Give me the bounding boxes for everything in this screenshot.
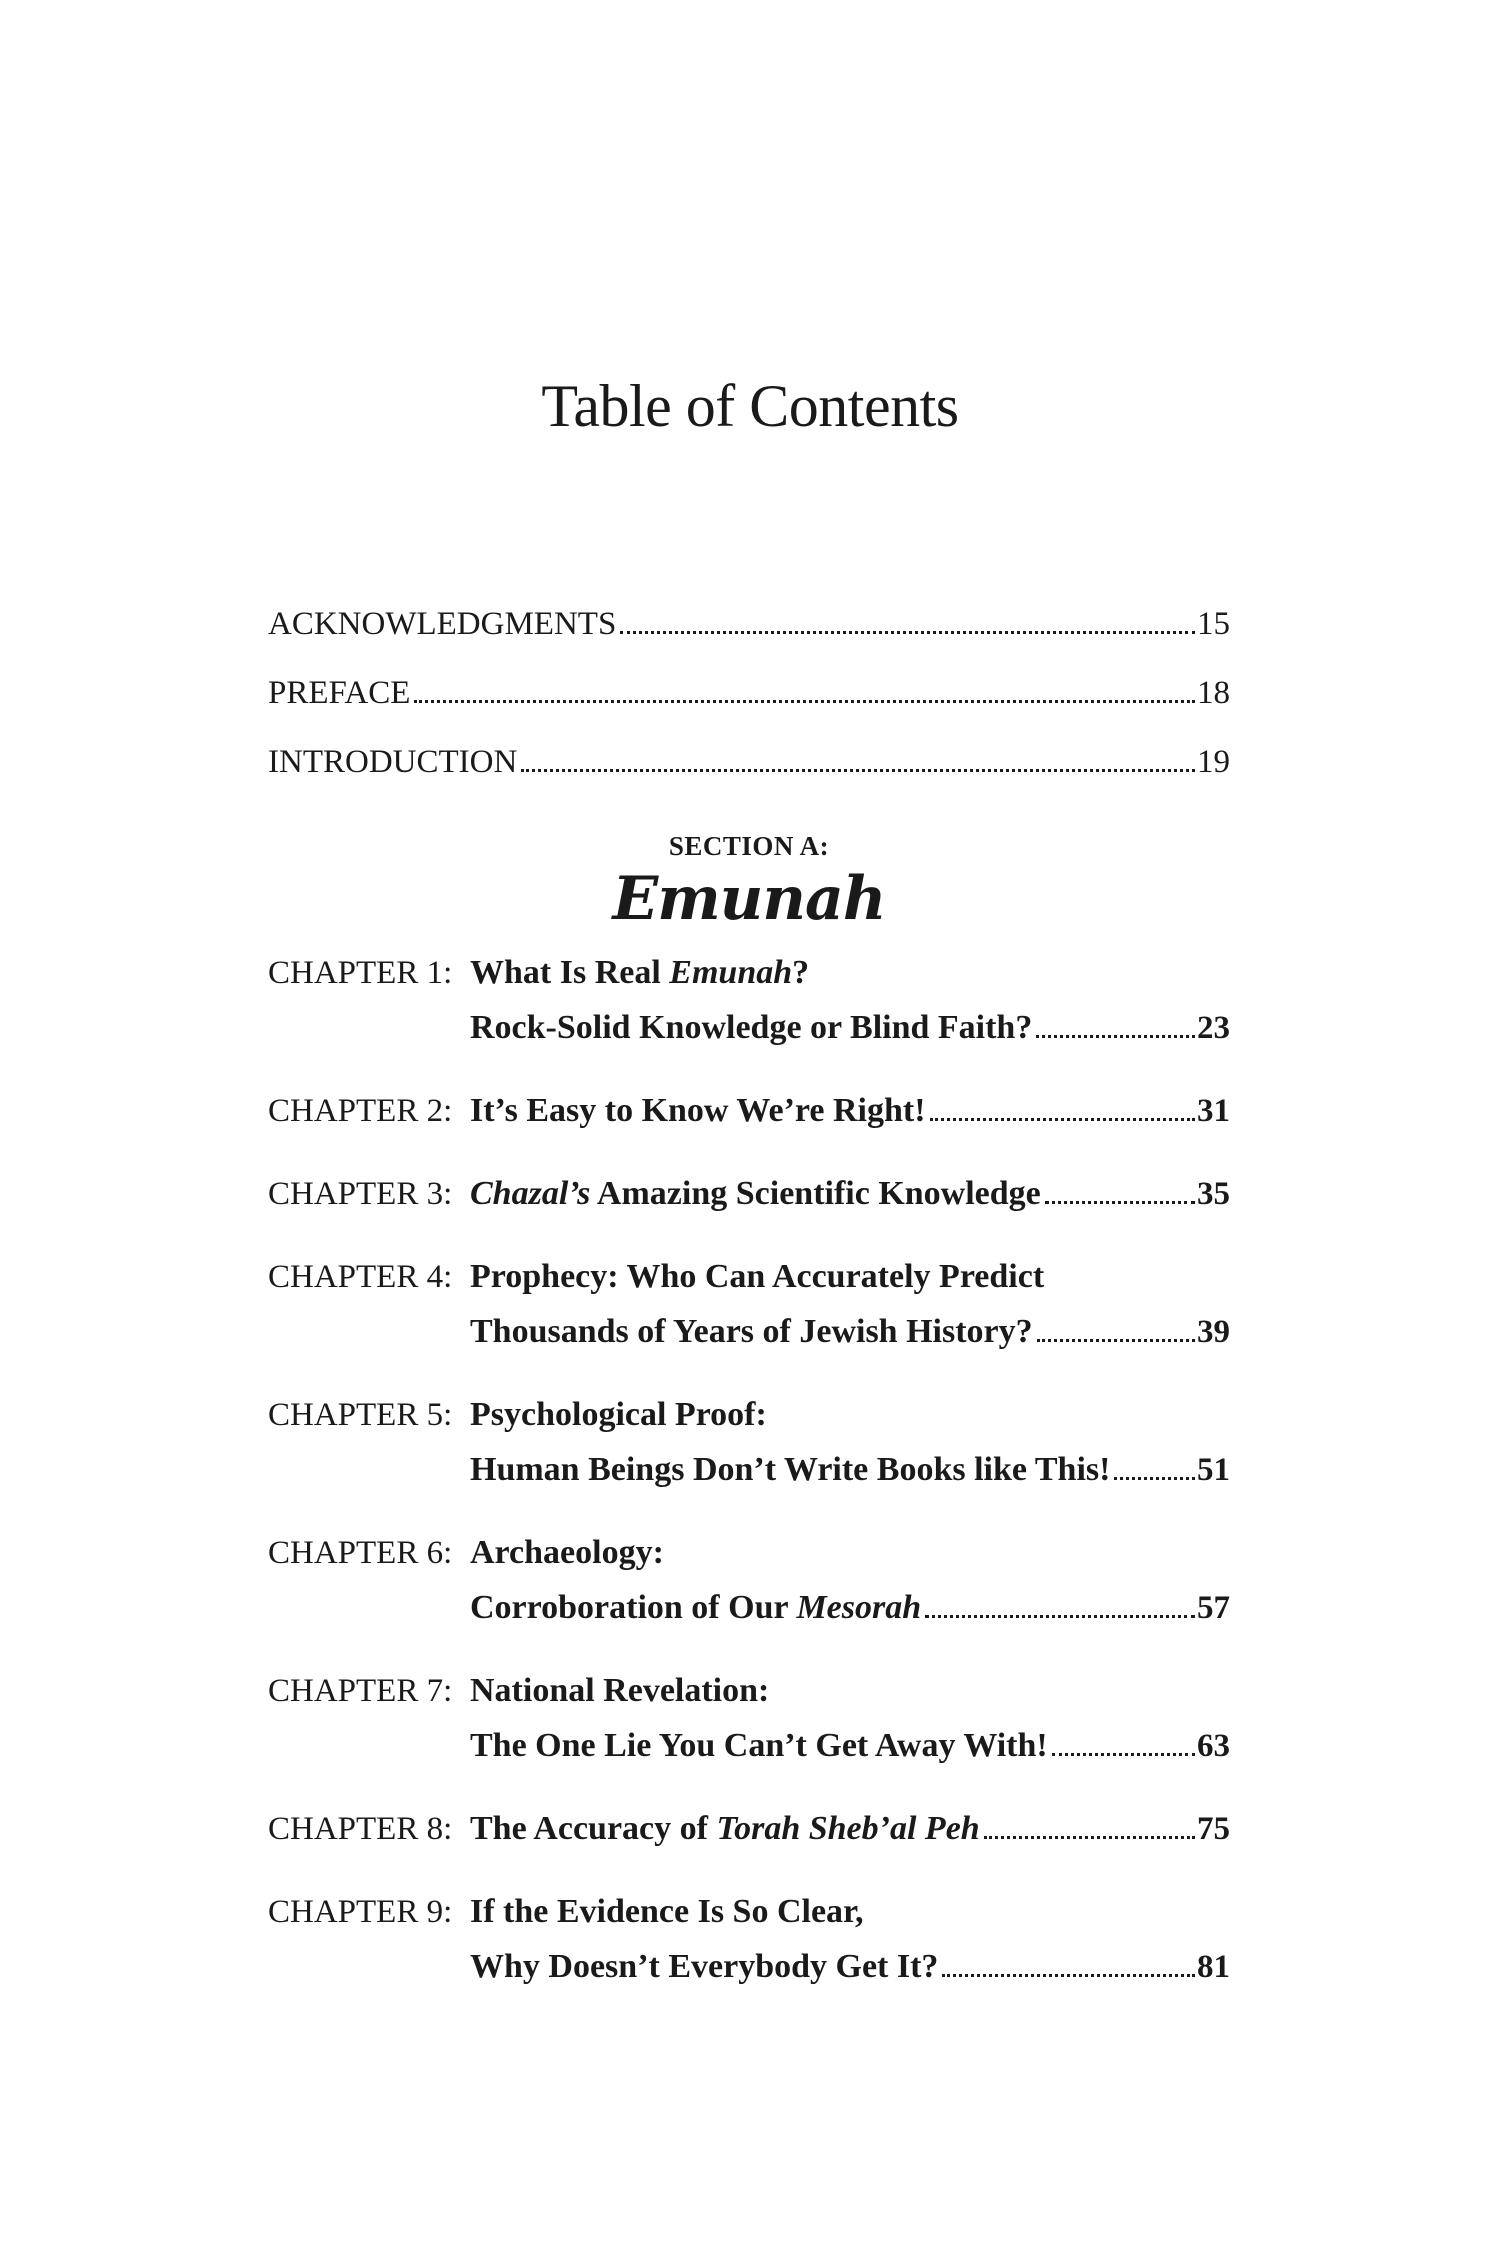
chapter-title xyxy=(470,1175,1041,1213)
dot-leader xyxy=(984,1836,1195,1839)
entry-label: PREFACE xyxy=(268,675,411,711)
chapter-line xyxy=(268,1092,1230,1147)
entry-page-number: 19 xyxy=(1197,744,1230,780)
chapter-title xyxy=(470,1727,1048,1765)
chapter-line xyxy=(268,1589,1230,1644)
chapter-title xyxy=(470,1009,1032,1047)
chapter-entry[interactable] xyxy=(268,1893,1230,2031)
chapter-title-segment: Chazal’s xyxy=(470,1175,591,1212)
chapter-number: CHAPTER 5: xyxy=(268,1397,453,1433)
dot-leader xyxy=(1045,1201,1195,1204)
chapter-title-segment: Psychological Proof: xyxy=(470,1396,767,1433)
section-name: Emunah xyxy=(612,864,886,934)
chapter-title xyxy=(470,1092,926,1130)
chapter-title-segment: Why Doesn’t Everybody Get It? xyxy=(470,1948,939,1985)
chapter-line xyxy=(268,1258,1230,1313)
chapter-number: CHAPTER 9: xyxy=(268,1894,453,1930)
chapter-number: CHAPTER 1: xyxy=(268,955,453,991)
chapter-title-segment: Archaeology: xyxy=(470,1534,664,1571)
chapter-title xyxy=(470,1893,864,1931)
chapter-entry[interactable] xyxy=(268,954,1230,1092)
chapter-entry[interactable] xyxy=(268,1175,1230,1258)
chapter-title xyxy=(470,1313,1033,1351)
chapter-page-number: 35 xyxy=(1197,1176,1230,1212)
chapter-title-segment: It’s Easy to Know We’re Right! xyxy=(470,1092,926,1129)
chapter-title-segment: ? xyxy=(792,954,810,991)
chapter-entry[interactable] xyxy=(268,1810,1230,1893)
dot-leader xyxy=(930,1118,1195,1121)
page-title: Table of Contents xyxy=(541,373,959,439)
chapter-line xyxy=(268,1175,1230,1230)
chapter-title-segment: The Accuracy of xyxy=(470,1810,717,1847)
entry-page-number: 18 xyxy=(1197,675,1230,711)
chapter-title xyxy=(470,1948,938,1986)
dot-leader xyxy=(620,631,1195,634)
chapter-title-segment: Prophecy: Who Can Accurately Predict xyxy=(470,1258,1045,1295)
chapter-page-number: 31 xyxy=(1197,1093,1230,1129)
chapter-page-number: 57 xyxy=(1197,1590,1230,1626)
dot-leader xyxy=(414,700,1195,703)
toc-entry[interactable] xyxy=(268,744,1230,813)
chapter-line xyxy=(268,954,1230,1009)
chapter-page-number: 39 xyxy=(1197,1314,1230,1350)
chapter-title xyxy=(470,1396,767,1434)
chapter-number: CHAPTER 6: xyxy=(268,1535,453,1571)
chapter-number: CHAPTER 8: xyxy=(268,1811,453,1847)
chapter-line xyxy=(268,1534,1230,1589)
section-heading xyxy=(268,831,1230,934)
chapter-title-segment: If the Evidence Is So Clear, xyxy=(470,1893,864,1930)
chapter-entry[interactable] xyxy=(268,1258,1230,1396)
chapter-entry[interactable] xyxy=(268,1092,1230,1175)
toc-entry[interactable] xyxy=(268,675,1230,744)
dot-leader xyxy=(1036,1035,1195,1038)
chapter-list xyxy=(268,954,1230,2031)
chapter-title xyxy=(470,1534,664,1572)
chapter-entry[interactable] xyxy=(268,1672,1230,1810)
entry-page-number: 15 xyxy=(1197,606,1230,642)
chapter-title-segment: Amazing Scientific Knowledge xyxy=(590,1175,1041,1212)
chapter-line xyxy=(268,1810,1230,1865)
chapter-line xyxy=(268,1451,1230,1506)
chapter-title-segment: Thousands of Years of Jewish History? xyxy=(470,1313,1033,1350)
chapter-title xyxy=(470,1451,1110,1489)
entry-label: INTRODUCTION xyxy=(268,744,518,780)
chapter-line xyxy=(268,1672,1230,1727)
dot-leader xyxy=(1052,1753,1195,1756)
chapter-entry[interactable] xyxy=(268,1396,1230,1534)
dot-leader xyxy=(942,1974,1195,1977)
chapter-line xyxy=(268,1313,1230,1368)
dot-leader xyxy=(521,769,1195,772)
chapter-title-segment: Rock-Solid Knowledge or Blind Faith? xyxy=(470,1009,1033,1046)
chapter-title-segment: Corroboration of Our xyxy=(470,1589,797,1626)
chapter-title-segment: Human Beings Don’t Write Books like This! xyxy=(470,1451,1111,1488)
chapter-page-number: 75 xyxy=(1197,1811,1230,1847)
chapter-number: CHAPTER 3: xyxy=(268,1176,453,1212)
chapter-page-number: 23 xyxy=(1197,1010,1230,1046)
section-label: SECTION A: xyxy=(668,831,830,861)
chapter-number: CHAPTER 4: xyxy=(268,1259,453,1295)
chapter-line xyxy=(268,1727,1230,1782)
chapter-title-segment: The One Lie You Can’t Get Away With! xyxy=(470,1727,1048,1764)
dot-leader xyxy=(1037,1339,1195,1342)
dot-leader xyxy=(1114,1477,1195,1480)
chapter-line xyxy=(268,1893,1230,1948)
chapter-page-number: 51 xyxy=(1197,1452,1230,1488)
chapter-entry[interactable] xyxy=(268,1534,1230,1672)
chapter-title xyxy=(470,954,809,992)
chapter-line xyxy=(268,1009,1230,1064)
chapter-page-number: 63 xyxy=(1197,1728,1230,1764)
toc-entry[interactable] xyxy=(268,606,1230,675)
chapter-line xyxy=(268,1948,1230,2003)
chapter-title xyxy=(470,1258,1044,1296)
chapter-title-segment: What Is Real xyxy=(470,954,670,991)
chapter-title-segment: National Revelation: xyxy=(470,1672,770,1709)
chapter-number: CHAPTER 7: xyxy=(268,1673,453,1709)
chapter-title xyxy=(470,1810,980,1848)
entry-label: ACKNOWLEDGMENTS xyxy=(268,606,617,642)
chapter-page-number: 81 xyxy=(1197,1949,1230,1985)
chapter-number: CHAPTER 2: xyxy=(268,1093,453,1129)
chapter-line xyxy=(268,1396,1230,1451)
chapter-title xyxy=(470,1589,921,1627)
dot-leader xyxy=(925,1615,1195,1618)
chapter-title-segment: Torah Sheb’al Peh xyxy=(716,1810,980,1847)
chapter-title-segment: Mesorah xyxy=(796,1589,922,1626)
chapter-title xyxy=(470,1672,769,1710)
table-of-contents xyxy=(268,606,1230,2031)
chapter-title-segment: Emunah xyxy=(669,954,793,991)
front-matter-list xyxy=(268,606,1230,813)
